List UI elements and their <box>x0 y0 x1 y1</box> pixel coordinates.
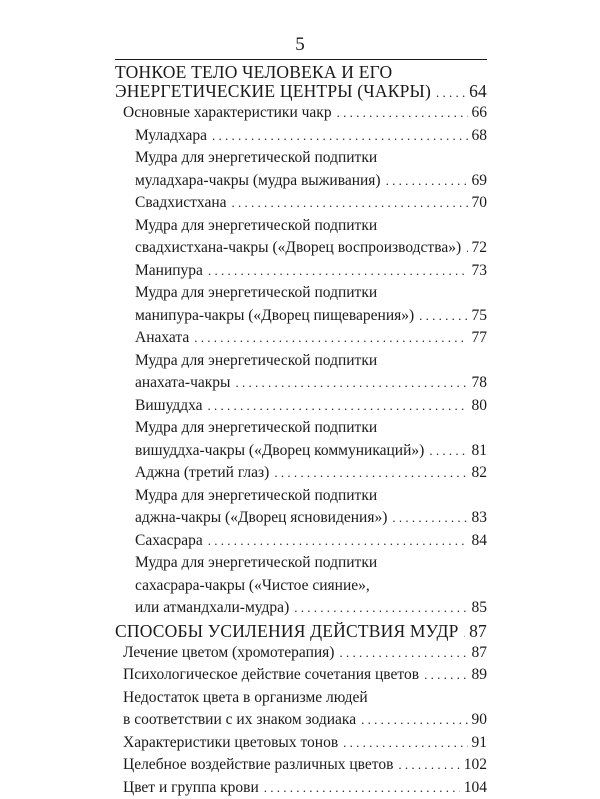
toc-entry-line <box>135 485 487 508</box>
dot-leader <box>208 260 468 283</box>
dot-leader <box>436 83 465 102</box>
toc-entry-last-line <box>135 170 487 193</box>
toc-entry-last-line <box>123 709 487 732</box>
toc-entry-page: 80 <box>472 395 488 418</box>
dot-leader <box>208 395 468 418</box>
toc-entry-page: 66 <box>472 102 488 125</box>
dot-leader <box>424 664 467 687</box>
toc-entry-page: 81 <box>472 440 488 463</box>
toc-entry <box>115 732 487 755</box>
toc-entry <box>115 102 487 125</box>
toc-entry <box>115 552 487 620</box>
toc-entry-title-line: вишуддха-чакры («Дворец коммуникаций») <box>135 440 424 463</box>
toc-entry-page: 78 <box>472 372 488 395</box>
toc-entry-last-line <box>135 327 487 350</box>
toc-entry-title-line: ТОНКОЕ ТЕЛО ЧЕЛОВЕКА И ЕГО <box>115 63 392 82</box>
toc-entry-title-line: Мудра для энергетической подпитки <box>135 487 377 504</box>
toc-entry-title-line: Характеристики цветовых тонов <box>123 732 338 755</box>
toc-entry-title-line: Мудра для энергетической подпитки <box>135 149 377 166</box>
toc-entry <box>115 260 487 283</box>
toc-entry-title-line: ЭНЕРГЕТИЧЕСКИЕ ЦЕНТРЫ (ЧАКРЫ) <box>115 82 431 101</box>
toc-entry-title-line: Сахасрара <box>135 530 203 553</box>
toc-entry <box>115 754 487 777</box>
toc-entry-line <box>123 687 487 710</box>
toc-entry-line <box>135 575 487 598</box>
toc-entry-last-line <box>135 597 487 620</box>
dot-leader <box>361 709 467 732</box>
toc-entry-line <box>135 147 487 170</box>
toc-entry-title-line: Недостаток цвета в организме людей <box>123 689 368 706</box>
toc-entry-page: 87 <box>469 622 487 641</box>
toc-entry-title-line: Лечение цветом (хромотерапия) <box>123 642 334 665</box>
table-of-contents <box>115 63 487 799</box>
toc-entry-page: 82 <box>472 462 488 485</box>
dot-leader <box>398 754 459 777</box>
toc-entry-title-line: анахата-чакры <box>135 372 230 395</box>
toc-entry-title-line: Муладхара <box>135 125 207 148</box>
toc-entry-page: 72 <box>472 237 488 260</box>
toc-entry <box>115 530 487 553</box>
toc-entry-page: 64 <box>469 82 487 101</box>
toc-entry-line <box>115 63 487 82</box>
toc-entry-page: 87 <box>472 642 488 665</box>
toc-entry-last-line <box>135 530 487 553</box>
toc-entry-last-line <box>135 260 487 283</box>
toc-entry-last-line <box>135 192 487 215</box>
dot-leader <box>464 623 466 642</box>
dot-leader <box>337 102 468 125</box>
toc-entry-last-line <box>123 664 487 687</box>
dot-leader <box>264 777 460 799</box>
toc-entry-title-line: Основные характеристики чакр <box>123 102 332 125</box>
toc-entry-title-line: Мудра для энергетической подпитки <box>135 419 377 436</box>
toc-entry-title-line: свадхистхана-чакры («Дворец воспроизводства») <box>135 237 461 260</box>
page-number: 5 <box>0 34 600 56</box>
toc-entry-title-line: Анахата <box>135 327 189 350</box>
toc-entry-title-line: или атмандхали-мудра) <box>135 597 289 620</box>
toc-entry-title-line: Свадхистхана <box>135 192 227 215</box>
toc-entry-last-line <box>123 642 487 665</box>
toc-entry-page: 70 <box>472 192 488 215</box>
toc-entry-last-line <box>135 395 487 418</box>
toc-entry-title-line: в соответствии с их знаком зодиака <box>123 709 356 732</box>
toc-entry-last-line <box>135 462 487 485</box>
toc-entry-title-line: Цвет и группа крови <box>123 777 259 799</box>
toc-entry-page: 89 <box>472 664 488 687</box>
dot-leader <box>212 125 467 148</box>
toc-entry-line <box>135 417 487 440</box>
toc-entry-last-line <box>135 237 487 260</box>
toc-entry <box>115 395 487 418</box>
toc-entry-page: 84 <box>472 530 488 553</box>
toc-entry-title-line: Мудра для энергетической подпитки <box>135 284 377 301</box>
toc-entry <box>115 622 487 642</box>
dot-leader <box>274 462 467 485</box>
toc-entry-line <box>135 215 487 238</box>
toc-entry-page: 85 <box>472 597 488 620</box>
toc-entry <box>115 215 487 260</box>
toc-entry-last-line <box>135 305 487 328</box>
toc-entry <box>115 147 487 192</box>
toc-entry-last-line <box>135 125 487 148</box>
toc-entry-title-line: Мудра для энергетической подпитки <box>135 554 377 571</box>
toc-entry-title-line: манипура-чакры («Дворец пищеварения») <box>135 305 414 328</box>
toc-entry-page: 68 <box>472 125 488 148</box>
toc-entry-last-line <box>135 507 487 530</box>
toc-entry-title-line: Психологическое действие сочетания цветов <box>123 664 419 687</box>
toc-entry-title-line: аджна-чакры («Дворец ясновидения») <box>135 507 387 530</box>
toc-entry-last-line <box>135 440 487 463</box>
toc-entry <box>115 664 487 687</box>
toc-entry <box>115 687 487 732</box>
toc-entry-page: 83 <box>472 507 488 530</box>
toc-entry <box>115 192 487 215</box>
toc-entry-line <box>135 282 487 305</box>
dot-leader <box>386 170 468 193</box>
toc-entry-last-line <box>115 82 487 102</box>
dot-leader <box>235 372 467 395</box>
toc-entry-last-line <box>115 622 487 642</box>
toc-entry-title-line: муладхара-чакры (мудра выживания) <box>135 170 381 193</box>
toc-entry-page: 69 <box>472 170 488 193</box>
toc-entry-page: 73 <box>472 260 488 283</box>
dot-leader <box>419 305 467 328</box>
toc-entry <box>115 462 487 485</box>
toc-entry-last-line <box>135 372 487 395</box>
toc-entry-page: 91 <box>472 732 488 755</box>
toc-entry <box>115 350 487 395</box>
dot-leader <box>294 597 467 620</box>
toc-entry <box>115 417 487 462</box>
toc-entry <box>115 777 487 799</box>
toc-entry <box>115 63 487 102</box>
toc-entry <box>115 485 487 530</box>
toc-entry-title-line: сахасрара-чакры («Чистое сияние», <box>135 577 370 594</box>
toc-entry <box>115 125 487 148</box>
toc-entry-title-line: Вишуддха <box>135 395 203 418</box>
toc-entry-last-line <box>123 732 487 755</box>
toc-entry-title-line: Мудра для энергетической подпитки <box>135 217 377 234</box>
toc-entry <box>115 642 487 665</box>
toc-entry-title-line: Мудра для энергетической подпитки <box>135 352 377 369</box>
dot-leader <box>194 327 467 350</box>
toc-entry-line <box>135 552 487 575</box>
dot-leader <box>339 642 467 665</box>
toc-entry-page: 90 <box>472 709 488 732</box>
toc-entry-line <box>135 350 487 373</box>
toc-entry-last-line <box>123 102 487 125</box>
toc-entry-title-line: Аджна (третий глаз) <box>135 462 269 485</box>
dot-leader <box>429 440 467 463</box>
toc-entry-title-line: СПОСОБЫ УСИЛЕНИЯ ДЕЙСТВИЯ МУДР <box>115 622 459 641</box>
toc-entry-title-line: Целебное воздействие различных цветов <box>123 754 393 777</box>
dot-leader <box>232 192 468 215</box>
dot-leader <box>466 237 467 260</box>
dot-leader <box>343 732 467 755</box>
header-rule <box>115 59 487 60</box>
toc-entry-page: 75 <box>472 305 488 328</box>
toc-entry-page: 102 <box>464 754 487 777</box>
toc-entry-last-line <box>123 754 487 777</box>
dot-leader <box>392 507 467 530</box>
toc-entry-page: 77 <box>472 327 488 350</box>
toc-entry <box>115 327 487 350</box>
toc-entry-page: 104 <box>464 777 487 799</box>
toc-entry-title-line: Манипура <box>135 260 203 283</box>
dot-leader <box>208 530 468 553</box>
toc-entry-last-line <box>123 777 487 799</box>
toc-entry <box>115 282 487 327</box>
